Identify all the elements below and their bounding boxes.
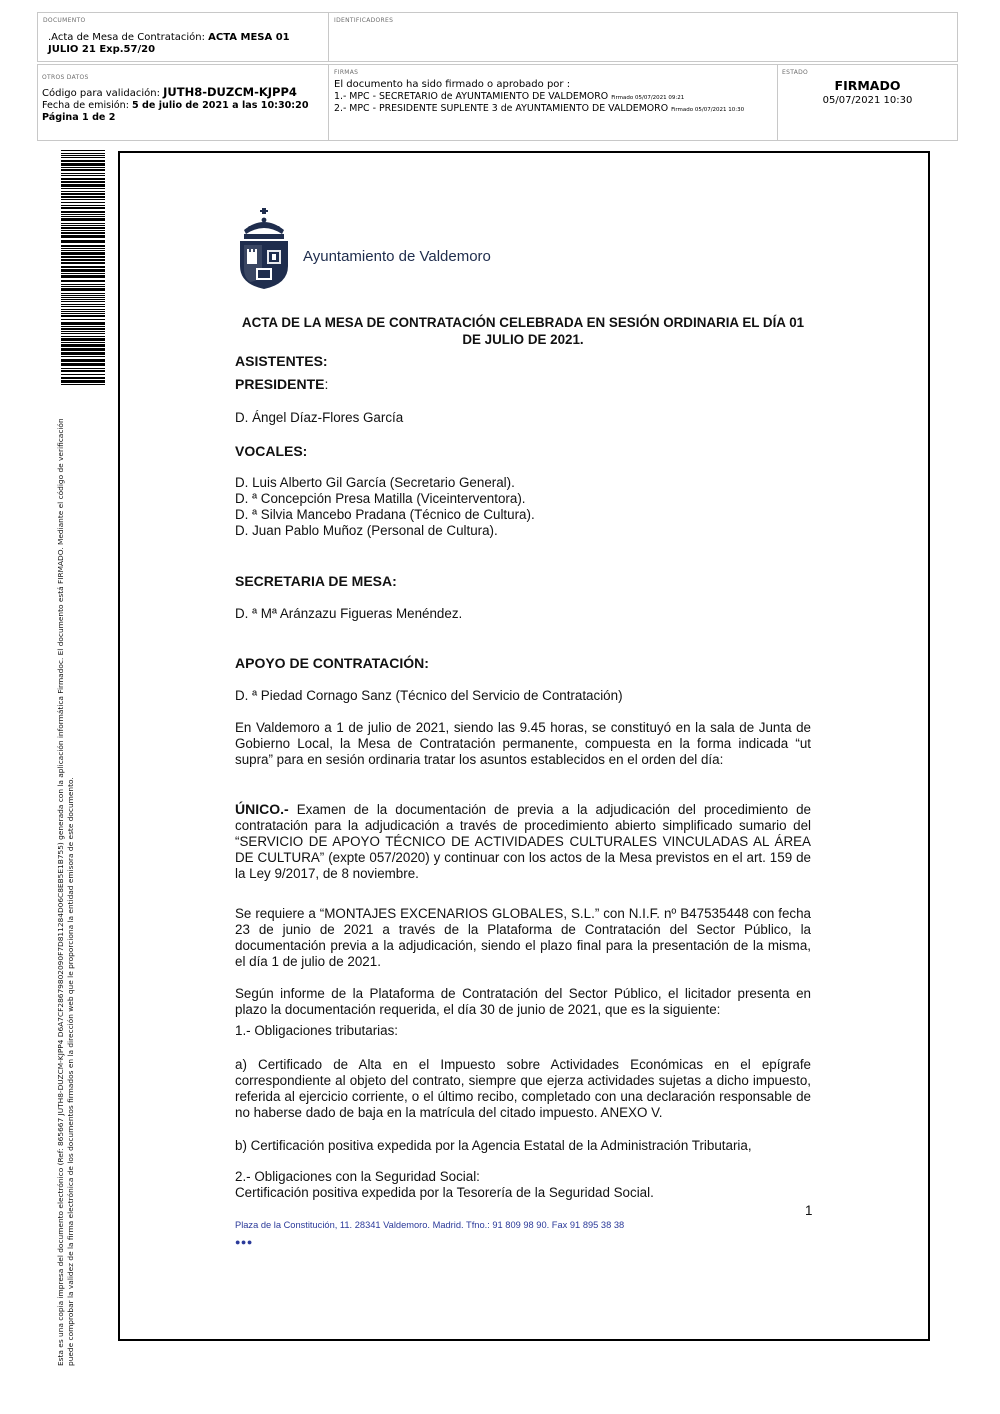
item-obligaciones-ss: 2.- Obligaciones con la Seguridad Social: bbox=[235, 1169, 480, 1184]
footer-address: Plaza de la Constitución, 11. 28341 Valdemoro. Madrid. Tfno.: 91 809 98 90. Fax 91 895 38 38 bbox=[235, 1220, 625, 1230]
documento-prefix: .Acta de Mesa de Contratación: bbox=[48, 32, 209, 43]
codigo-validacion bbox=[42, 86, 297, 100]
codigo-prefix: Código para validación: bbox=[42, 88, 164, 99]
secretaria-name: D. ª Mª Aránzazu Figueras Menéndez. bbox=[235, 606, 463, 621]
firma-1-text: 1.- MPC - SECRETARIO de AYUNTAMIENTO DE VALDEMORO bbox=[334, 91, 609, 102]
fecha-prefix: Fecha de emisión: bbox=[42, 100, 133, 111]
codigo-value: JUTH8-DUZCM-KJPP4 bbox=[163, 85, 297, 99]
unico-label: ÚNICO.- bbox=[235, 801, 289, 817]
documento-line2: JULIO 21 Exp.57/20 bbox=[48, 44, 156, 55]
vocales-heading: VOCALES: bbox=[235, 443, 308, 459]
secretaria-heading: SECRETARIA DE MESA: bbox=[235, 573, 397, 589]
vocal-2: D. ª Concepción Presa Matilla (Viceinterventora). bbox=[235, 491, 526, 506]
apoyo-heading: APOYO DE CONTRATACIÓN: bbox=[235, 655, 429, 671]
item-obligaciones-tributarias: 1.- Obligaciones tributarias: bbox=[235, 1023, 398, 1038]
firma-2 bbox=[334, 103, 744, 116]
paragraph-constitucion: En Valdemoro a 1 de julio de 2021, siendo las 9.45 horas, se constituyó en la sala de Junta de Gobierno Local, la Mesa de Contratación permanente, compuesta en la forma indicada “ut supra” para en sesión ordinaria tratar los asuntos establecidos en el orden del día: bbox=[235, 720, 811, 767]
side-copy-text-line2: puede comprobar la validez de la firma electrónica de los documentos firmados en la dirección web que le proporciona la entidad emisora de este documento. bbox=[66, 777, 75, 1366]
unico-text: Examen de la documentación de previa a la adjudicación del procedimiento de contratación para la adjudicación a través de procedimiento abierto simplificado sumario del “SERVICIO DE APOYO TÉCNICO DE ACTIVIDADES CULTURALES VINCULADAS AL ÁREA DE CULTURA” (expte 057/2020) y continuar con los actos de la Mesa previstos en el art. 159 de la Ley 9/2017, de 8 noviembre. bbox=[235, 802, 811, 881]
presidente-heading bbox=[235, 376, 328, 392]
presidente-label: PRESIDENTE bbox=[235, 376, 325, 392]
org-name: Ayuntamiento de Valdemoro bbox=[303, 248, 491, 265]
page-number: 1 bbox=[805, 1203, 813, 1218]
pagina-info: Página 1 de 2 bbox=[42, 112, 116, 123]
firmas-intro: El documento ha sido firmado o aprobado por : bbox=[334, 79, 571, 90]
apoyo-name: D. ª Piedad Cornago Sanz (Técnico del Servicio de Contratación) bbox=[235, 688, 623, 703]
firma-2-date: Firmado 05/07/2021 10:30 bbox=[671, 107, 745, 113]
estado-value: FIRMADO bbox=[834, 78, 901, 93]
fecha-emision bbox=[42, 100, 309, 112]
estado-label: ESTADO bbox=[782, 69, 809, 76]
firmas-label: FIRMAS bbox=[334, 69, 359, 76]
document-title-line2: DE JULIO DE 2021. bbox=[462, 332, 584, 347]
vocal-4: D. Juan Pablo Muñoz (Personal de Cultura). bbox=[235, 523, 498, 538]
footer-dots: ●●● bbox=[235, 1237, 253, 1247]
estado-date: 05/07/2021 10:30 bbox=[822, 95, 913, 106]
document-title-line1: ACTA DE LA MESA DE CONTRATACIÓN CELEBRADA EN SESIÓN ORDINARIA EL DÍA 01 bbox=[241, 315, 805, 330]
valdemoro-coat-of-arms bbox=[236, 208, 292, 290]
fecha-value: 5 de julio de 2021 a las 10:30:20 bbox=[132, 100, 309, 111]
vocal-3: D. ª Silvia Mancebo Pradana (Técnico de Cultura). bbox=[235, 507, 535, 522]
item-b-certificacion: b) Certificación positiva expedida por la Agencia Estatal de la Administración Tributaria, bbox=[235, 1138, 752, 1153]
firma-2-text: 2.- MPC - PRESIDENTE SUPLENTE 3 de AYUNTAMIENTO DE VALDEMORO bbox=[334, 103, 669, 114]
presidente-name: D. Ángel Díaz-Flores García bbox=[235, 410, 404, 425]
paragraph-requerimiento: Se requiere a “MONTAJES EXCENARIOS GLOBALES, S.L.” con N.I.F. nº B47535448 con fecha 23 de junio de 2021 a través de la Plataforma de Contratación del Sector Público, la documentación previa a la adjudicación, siendo el plazo final para la presentación de la misma, el día 1 de julio de 2021. bbox=[235, 906, 811, 969]
documento-label: DOCUMENTO bbox=[43, 17, 86, 24]
item-a-certificado-alta: a) Certificado de Alta en el Impuesto sobre Actividades Económicas en el epígrafe correspondiente al objeto del contrato, siempre que ejerza actividades sujetas a dicho impuesto, referida al ejercicio corriente, o el último recibo, completado con una declaración responsable de no haberse dado de baja en la matrícula del citado impuesto. ANEXO V. bbox=[235, 1057, 811, 1120]
documento-bold: ACTA MESA 01 bbox=[208, 32, 290, 43]
firma-1-date: Firmado 05/07/2021 09:21 bbox=[611, 95, 685, 101]
asistentes-heading: ASISTENTES: bbox=[235, 353, 328, 369]
paragraph-unico bbox=[235, 801, 811, 882]
header-identificadores-cell bbox=[328, 12, 958, 62]
item-certificacion-tesoreria: Certificación positiva expedida por la Tesorería de la Seguridad Social. bbox=[235, 1185, 654, 1200]
otros-datos-label: OTROS DATOS bbox=[42, 74, 89, 81]
barcode bbox=[61, 150, 105, 385]
vocal-1: D. Luis Alberto Gil García (Secretario General). bbox=[235, 475, 515, 490]
presidente-colon: : bbox=[324, 376, 329, 392]
paragraph-informe: Según informe de la Plataforma de Contratación del Sector Público, el licitador presenta en plazo la documentación requerida, el día 30 de junio de 2021, que es la siguiente: bbox=[235, 986, 811, 1017]
identificadores-label: IDENTIFICADORES bbox=[334, 17, 394, 24]
documento-title bbox=[48, 32, 318, 56]
side-copy-text-line1: Esta es una copia impresa del documento electrónico (Ref: 865667 JUTH8-DUZCM-KJPP4 D6A7CF28679802090F7D811284D06C8EB5E1B755) generada con la aplicación informática Firmadoc. El documento está FIRMADO. Mediante el código de verificación bbox=[56, 418, 65, 1366]
